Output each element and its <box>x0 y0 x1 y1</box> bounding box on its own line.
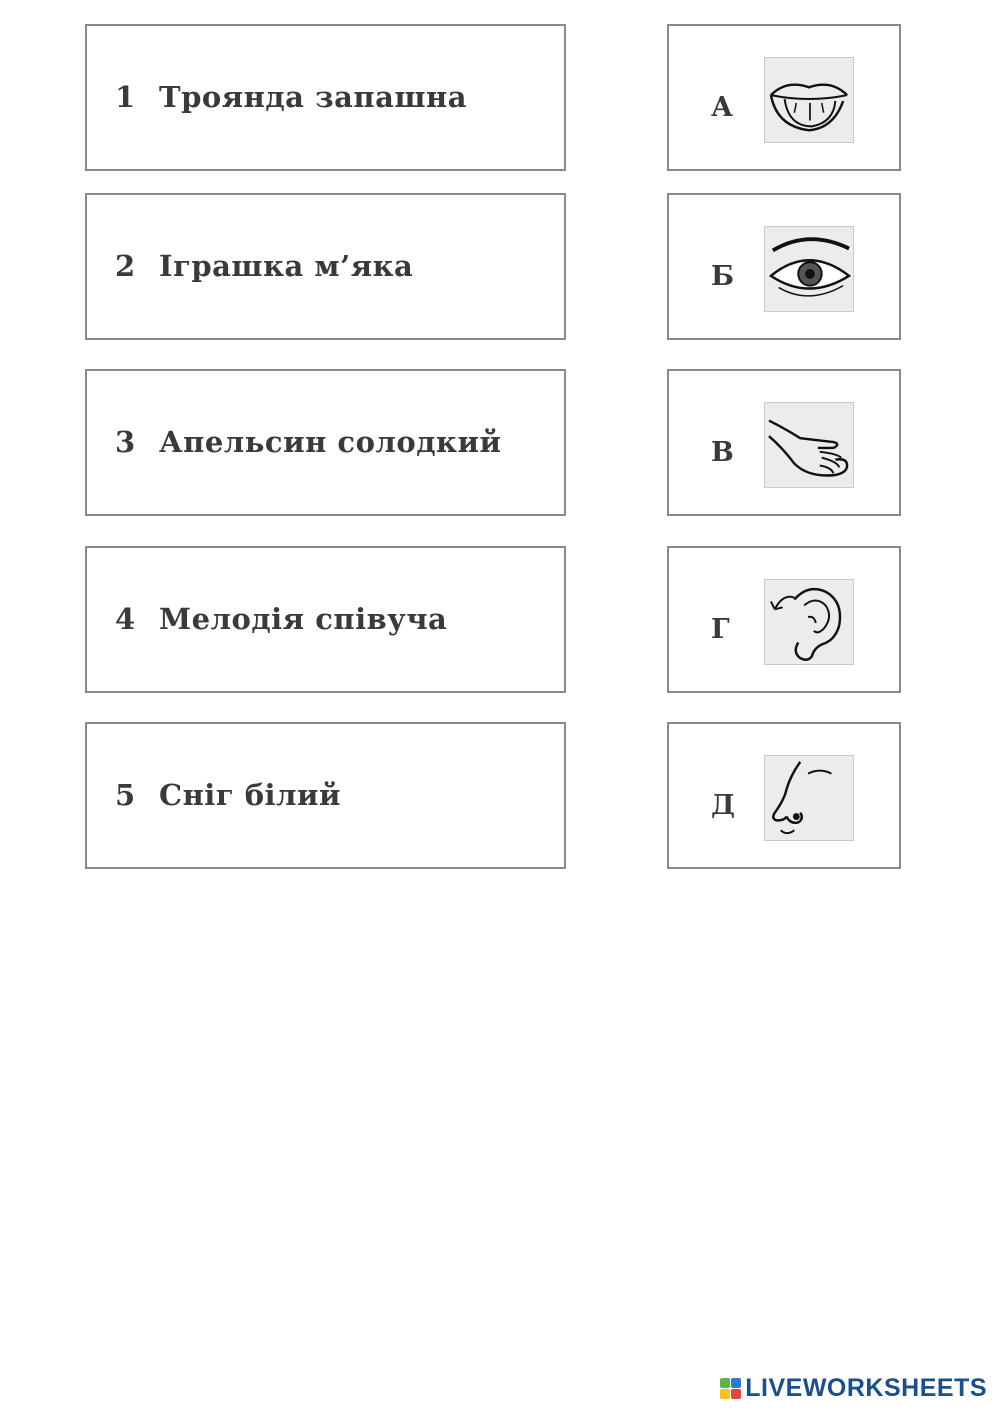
sense-card-a[interactable] <box>667 24 901 171</box>
sense-letter: В <box>711 437 734 468</box>
sense-letter: А <box>711 92 733 123</box>
statement-number: 4 <box>115 602 136 636</box>
statement-card-4[interactable] <box>85 546 566 693</box>
mouth-tongue-icon <box>764 57 854 143</box>
statement-card-3[interactable] <box>85 369 566 516</box>
statement-text: Мелодія співуча <box>159 602 448 636</box>
statement-text: Іграшка м’яка <box>159 249 414 283</box>
sense-card-d[interactable] <box>667 722 901 869</box>
ear-icon <box>764 579 854 665</box>
liveworksheets-brand <box>720 1374 987 1403</box>
statement-text: Апельсин солодкий <box>159 425 502 459</box>
sense-letter: Б <box>711 261 735 292</box>
sense-card-g[interactable] <box>667 546 901 693</box>
statement-number: 2 <box>115 249 136 283</box>
sense-letter: Г <box>711 614 730 645</box>
statement-text: Троянда запашна <box>159 80 468 114</box>
statement-number: 1 <box>115 80 136 114</box>
statement-number: 5 <box>115 778 136 812</box>
liveworksheets-logo-icon <box>720 1378 741 1399</box>
brand-name: LIVEWORKSHEETS <box>745 1374 987 1402</box>
statement-card-1[interactable] <box>85 24 566 171</box>
nose-icon <box>764 755 854 841</box>
sense-card-v[interactable] <box>667 369 901 516</box>
statement-number: 3 <box>115 425 136 459</box>
hand-icon <box>764 402 854 488</box>
statement-card-5[interactable] <box>85 722 566 869</box>
eye-icon <box>764 226 854 312</box>
statement-card-2[interactable] <box>85 193 566 340</box>
sense-letter: Д <box>711 790 736 821</box>
sense-card-b[interactable] <box>667 193 901 340</box>
statement-text: Сніг білий <box>159 778 342 812</box>
